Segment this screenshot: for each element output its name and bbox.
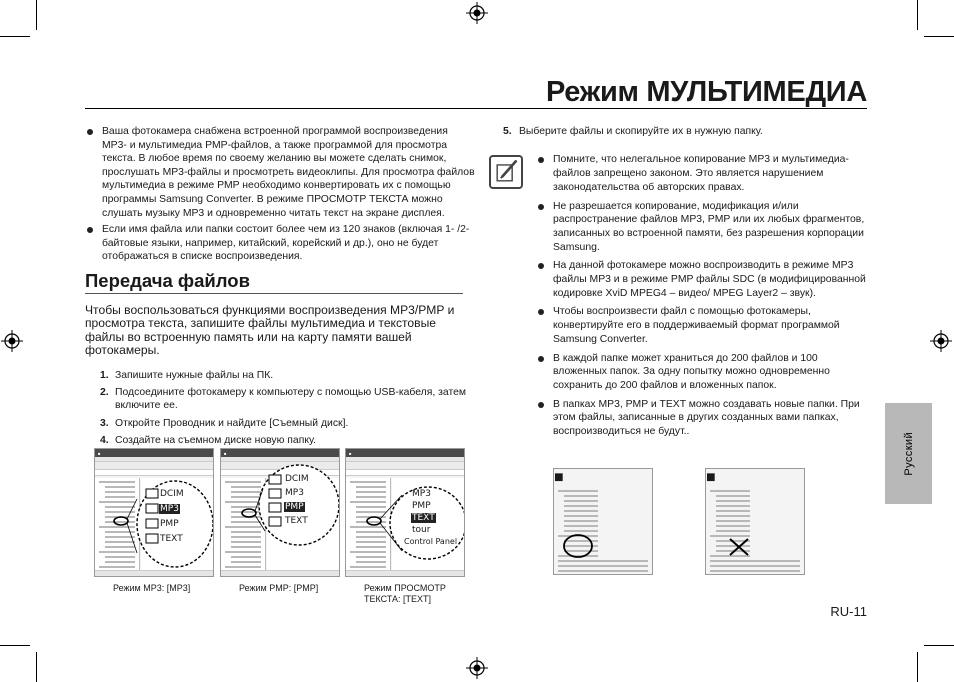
crop-mark [924,36,954,37]
screenshot-caption: Режим MP3: [MP3] [113,583,191,593]
copy-screenshot-before [553,468,653,575]
registration-mark-icon [930,330,952,352]
step-number: 3. [100,417,109,429]
step-item [503,125,867,138]
crop-mark [917,652,918,682]
intro-bullet-list [85,125,475,264]
list-item: Чтобы воспроизвести файл с помощью фотокамеры, конвертируйте его в поддерживаемый формат программой Samsung Converter. [536,305,867,346]
note-bullet-list [536,153,867,438]
list-item: Если имя файла или папки состоит более чем из 120 знаков (включая 1- /2-байтовые языки, например, китайский, корейский и др.), оно не будет отображаться в списке воспроизведения. [85,223,475,264]
window-titlebar: ■ [706,469,716,486]
title-divider [85,108,867,109]
selection-highlight [562,533,594,559]
folder-label: PMP [412,501,431,511]
list-item: В папках MP3, PMP и TEXT можно создавать новые папки. При этом файлы, записанные в других созданных вами папках, воспроизводиться не будут.. [536,398,867,439]
step-text: Выберите файлы и скопируйте их в нужную папку. [519,126,763,137]
step-number: 5. [503,126,512,137]
explorer-screenshot-text [345,448,465,577]
folder-label: DCIM [160,489,184,499]
step-number: 2. [100,386,109,398]
folder-label-selected: TEXT [412,513,435,523]
folder-label: MP3 [285,488,304,498]
list-item: В каждой папке может храниться до 200 файлов и 100 вложенных папок. За одну попытку можно одновременно сохранить до 200 файлов и вложенных папок. [536,352,867,393]
registration-mark-icon [466,2,488,24]
crop-mark [36,0,37,30]
folder-label: TEXT [285,516,308,526]
step-item [100,369,475,382]
folder-label: PMP [160,519,179,529]
folder-label: MP3 [412,489,431,499]
folder-label: TEXT [160,534,183,544]
crop-mark [0,645,30,646]
window-titlebar: ■ [95,449,213,457]
window-address-bar [346,470,464,476]
step-text: Запишите нужные файлы на ПК. [115,369,274,381]
window-toolbar [95,462,213,470]
crop-mark [924,645,954,646]
explorer-screenshot-pmp [220,448,340,577]
window-titlebar: ■ [554,469,564,486]
step-item [100,386,475,413]
window-titlebar: ■ [221,449,339,457]
step-text: Откройте Проводник и найдите [Съемный диск]. [115,417,349,429]
file-pane [706,560,804,572]
crop-mark [917,0,918,30]
right-column [503,125,867,444]
step-item [100,434,475,447]
page-number: RU-11 [830,604,867,619]
folder-label: Control Panel [404,537,458,546]
screenshot-caption: Режим ПРОСМОТР ТЕКСТА: [TEXT] [364,583,446,604]
step-item [100,417,475,430]
steps-list [85,369,475,448]
step-text: Подсоедините фотокамеру к компьютеру с помощью USB-кабеля, затем включите ее. [115,386,467,412]
list-item: Не разрешается копирование, модификация и/или распространение файлов MP3, PMP или их любых фрагментов, записанных во встроенной памяти, без разрешения корпорации Samsung. [536,200,867,255]
side-tab-label: Русский [902,431,915,476]
crop-mark [36,652,37,682]
window-toolbar [346,462,464,470]
section-title: Передача файлов [85,270,463,294]
window-address-bar [95,470,213,476]
registration-mark-icon [1,330,23,352]
file-pane [554,560,652,572]
section-intro: Чтобы воспользоваться функциями воспроизведения MP3/PMP и просмотра текста, запишите файлы мультимедиа и текстовые файлы во встроенную память или на карту памяти вашей фотокамеры. [85,302,455,358]
list-item: Помните, что нелегальное копирование MP3 и мультимедиа-файлов запрещено законом. Это является нарушением законодательства об авторских правах. [536,153,867,194]
step-text: Создайте на съемном диске новую папку. [115,435,317,447]
language-side-tab [885,403,932,504]
window-statusbar [346,570,464,576]
crop-mark [0,36,30,37]
page-title: Режим МУЛЬТИМЕДИА [545,76,867,108]
cross-mark-icon [728,537,750,557]
folder-label-selected: MP3 [160,504,179,514]
step-number: 1. [100,369,109,381]
explorer-screenshot-mp3 [94,448,214,577]
folder-label-selected: PMP [285,502,304,512]
list-item: На данной фотокамере можно воспроизводить в режиме MP3 файлы MP3 и в режиме PMP файлы SDC (в модифицированной кодировке XviD MPEG4 – видео/ MPEG Layer2 – звук). [536,259,867,300]
folder-label: DCIM [285,474,309,484]
registration-mark-icon [466,657,488,679]
screenshot-caption: Режим PMP: [PMP] [239,583,319,593]
note-icon [489,155,523,189]
list-item: Ваша фотокамера снабжена встроенной программой воспроизведения MP3- и мультимедиа PMP-файлов, а также программой для просмотра текста. В любое время по своему желанию вы можете сделать снимок, прослушать MP3-файлы и просмотреть видеоклипы. Для просмотра файлов мультимедиа в режиме PMP необходимо конвертировать их с помощью программы Samsung Converter. В режиме ПРОСМОТР ТЕКСТА можно слушать музыку MP3 и одновременно читать текст на экране дисплея. [85,125,475,220]
folder-label: tour [412,525,431,535]
step-number: 4. [100,435,109,447]
left-column [85,125,475,452]
window-titlebar: ■ [346,449,464,457]
copy-screenshot-after [705,468,805,575]
window-statusbar [221,570,339,576]
